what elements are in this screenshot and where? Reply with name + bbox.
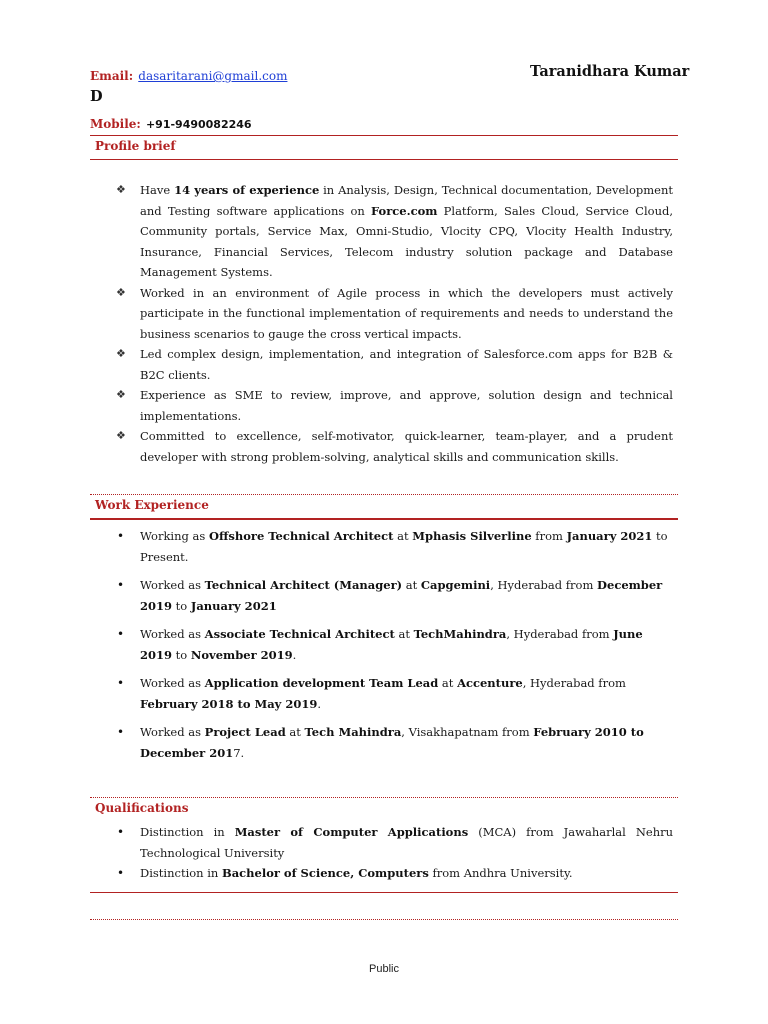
profile-list (90, 180, 673, 467)
candidate-name: Taranidhara Kumar (530, 63, 690, 80)
list-item: ❖ Worked in an environment of Agile process in which the developers must actively participate in the functional implementation of requirements and needs to understand the business scenarios to gauge the cross vertical impacts. (90, 283, 673, 345)
mobile-row (90, 113, 252, 132)
diamond-bullet-icon: ❖ (116, 285, 126, 299)
list-item: • Distinction in Master of Computer Applications (MCA) from Jawaharlal Nehru Technological University (90, 822, 673, 863)
dotted-divider (90, 494, 678, 495)
qualifications-list (90, 822, 673, 884)
bullet-icon: • (117, 825, 125, 839)
list-item: • Distinction in Bachelor of Science, Computers from Andhra University. (90, 863, 673, 884)
diamond-bullet-icon: ❖ (116, 388, 126, 401)
divider (90, 518, 678, 520)
section-title-qualifications: Qualifications (95, 801, 189, 815)
bullet-icon: • (117, 676, 125, 690)
list-item: • Working as Offshore Technical Architect at Mphasis Silverline from January 2021 to Present. (90, 526, 673, 567)
dotted-divider (90, 919, 678, 920)
diamond-bullet-icon: ❖ (116, 347, 126, 360)
diamond-bullet-icon: ❖ (116, 429, 126, 442)
mobile-label: Mobile: (90, 117, 141, 131)
divider (90, 892, 678, 893)
list-item: • Worked as Associate Technical Architect at TechMahindra, Hyderabad from June 2019 to November 2019. (90, 624, 673, 665)
mobile-value: +91-9490082246 (145, 118, 252, 131)
work-list (90, 526, 673, 771)
section-title-work: Work Experience (95, 498, 209, 512)
list-item: • Worked as Project Lead at Tech Mahindra, Visakhapatnam from February 2010 to December 2017. (90, 722, 673, 763)
section-title-profile: Profile brief (95, 139, 176, 153)
email-link[interactable]: dasaritarani@gmail.com (138, 69, 288, 83)
bullet-icon: • (117, 627, 125, 641)
list-item: • Worked as Application development Team Lead at Accenture, Hyderabad from February 2018 to May 2019. (90, 673, 673, 714)
divider (90, 159, 678, 160)
diamond-bullet-icon: ❖ (116, 183, 126, 196)
bullet-icon: • (117, 578, 125, 592)
candidate-name-initial: D (90, 88, 103, 105)
email-row (90, 65, 287, 84)
list-item: ❖ Led complex design, implementation, and integration of Salesforce.com apps for B2B & B2C clients. (90, 344, 673, 385)
dotted-divider (90, 797, 678, 798)
list-item: ❖ Committed to excellence, self-motivator, quick-learner, team-player, and a prudent developer with strong problem-solving, analytical skills and communication skills. (90, 426, 673, 467)
email-label: Email: (90, 69, 134, 83)
classification-footer: Public (369, 963, 399, 975)
divider (90, 135, 678, 136)
list-item: ❖ Have 14 years of experience in Analysis, Design, Technical documentation, Development and Testing software applications on Force.com Platform, Sales Cloud, Service Cloud, Community portals, Service Max, Omni-Studio, Vlocity CPQ, Vlocity Health Industry, Insurance, Financial Services, Telecom industry solution package and Database Management Systems. (90, 180, 673, 283)
bullet-icon: • (117, 725, 125, 739)
list-item: • Worked as Technical Architect (Manager) at Capgemini, Hyderabad from December 2019 to January 2021 (90, 575, 673, 616)
bullet-icon: • (117, 866, 125, 880)
list-item: ❖ Experience as SME to review, improve, and approve, solution design and technical implementations. (90, 385, 673, 426)
bullet-icon: • (117, 529, 125, 543)
